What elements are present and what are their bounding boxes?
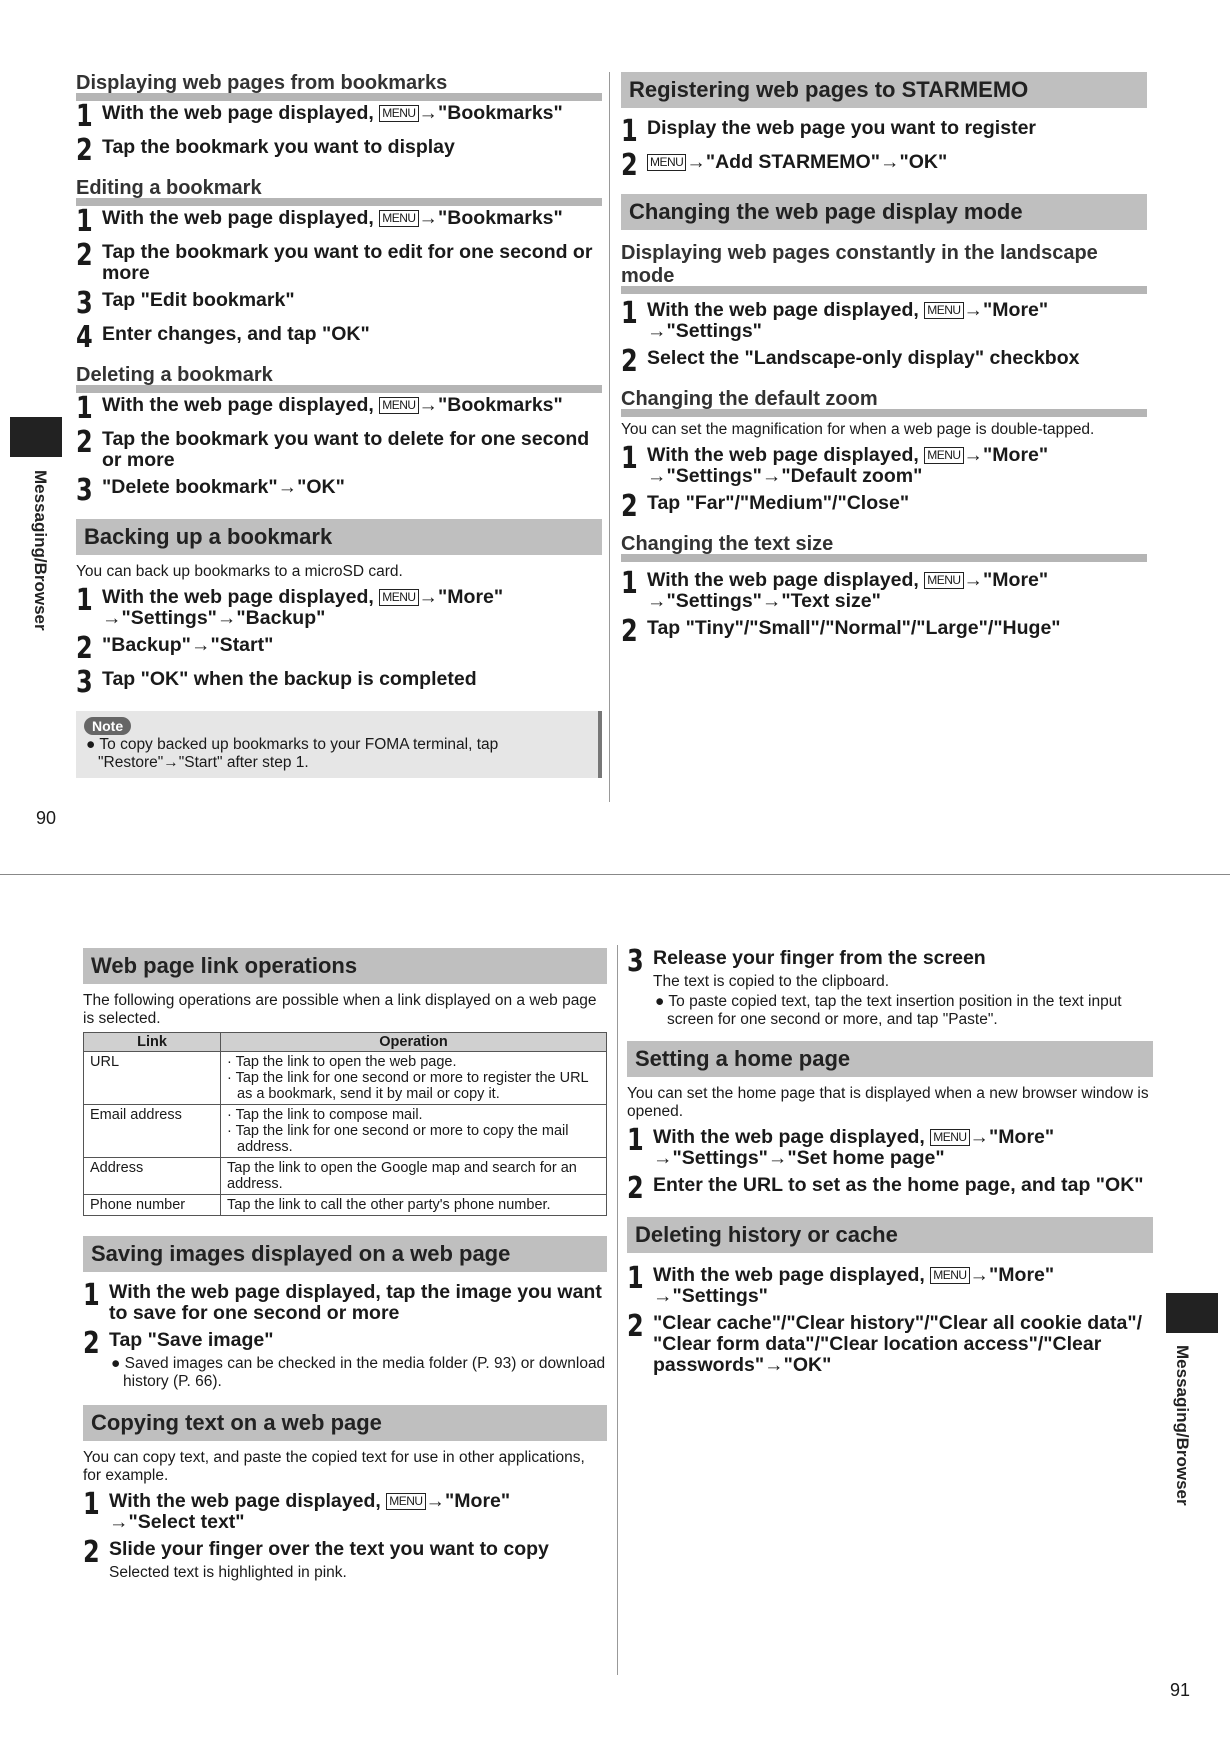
step-2: 2 Tap the bookmark you want to delete for one second or more (76, 425, 590, 471)
step-1: 1 Display the web page you want to register (621, 114, 1037, 149)
step-1: 1 With the web page displayed, MENU →"More" →"Select text" (83, 1487, 511, 1533)
link-cell: URL (84, 1052, 221, 1105)
step-1: 1 With the web page displayed, MENU →"More" →"Settings"→"Set home page" (627, 1123, 1055, 1169)
step-2: 2 Slide your finger over the text you want to copy Selected text is highlighted in pink. (83, 1535, 549, 1581)
note-text: ● To copy backed up bookmarks to your FOMA terminal, tap "Restore"→"Start" after step 1. (86, 736, 499, 771)
note-text: ● Saved images can be checked in the media folder (P. 93) or download history (P. 66). (111, 1355, 606, 1390)
menu-key-icon: MENU (386, 1493, 425, 1510)
note-badge: Note (84, 717, 131, 735)
side-tab-marker (10, 417, 62, 457)
subheading: Displaying web pages constantly in the landscape mode (621, 242, 1147, 290)
menu-key-icon: MENU (647, 154, 686, 171)
operation-cell: Tap the link to call the other party's phone number. (221, 1195, 607, 1216)
step-2: 2 Tap the bookmark you want to display (76, 133, 455, 168)
intro: You can set the magnification for when a web page is double-tapped. (621, 421, 1095, 438)
side-label: Messaging/Browser (1173, 1345, 1192, 1506)
menu-key-icon: MENU (930, 1267, 969, 1284)
table-row (84, 1105, 607, 1158)
section-backup-bookmark (76, 519, 602, 778)
section-display-mode (621, 194, 1147, 379)
section-displaying-bookmarks (76, 72, 602, 168)
page-number: 91 (1170, 1680, 1191, 1700)
right-column (621, 72, 1147, 652)
column-divider (609, 72, 610, 802)
menu-key-icon: MENU (379, 210, 418, 227)
section-text-size (621, 533, 1147, 649)
step-2: 2 "Backup"→"Start" (76, 631, 274, 666)
section-editing-bookmark (76, 177, 602, 355)
heading: Saving images displayed on a web page (83, 1236, 607, 1272)
step-3: 3 Tap "Edit bookmark" (76, 286, 295, 321)
heading: Registering web pages to STARMEMO (621, 72, 1147, 108)
table-row (84, 1158, 607, 1195)
section-saving-images (83, 1236, 607, 1391)
table-row (84, 1195, 607, 1216)
step-detail: Selected text is highlighted in pink. (109, 1564, 347, 1581)
heading: Setting a home page (627, 1041, 1153, 1077)
step-3: 3 "Delete bookmark"→"OK" (76, 473, 345, 508)
note-box (76, 711, 602, 778)
table-row (84, 1052, 607, 1105)
step-2: 2 Tap "Tiny"/"Small"/"Normal"/"Large"/"Huge" (621, 614, 1061, 649)
step-2: 2 MENU →"Add STARMEMO"→"OK" (621, 148, 948, 183)
step-1: 1 With the web page displayed, tap the image you want to save for one second or more (83, 1278, 602, 1324)
note-text: ● To paste copied text, tap the text insertion position in the text input screen for one second or more, and tap "Paste". (655, 993, 1122, 1028)
section-deleting-bookmark (76, 364, 602, 508)
section-link-operations (83, 948, 607, 1216)
heading: Copying text on a web page (83, 1405, 607, 1441)
step-1: 1 With the web page displayed, MENU →"More" →"Settings"→"Default zoom" (621, 441, 1049, 487)
menu-key-icon: MENU (379, 397, 418, 414)
heading: Backing up a bookmark (76, 519, 602, 555)
operation-cell: Tap the link to open the Google map and search for an address. (221, 1158, 607, 1195)
heading: Deleting history or cache (627, 1217, 1153, 1253)
link-cell: Address (84, 1158, 221, 1195)
step-2: 2 Tap the bookmark you want to edit for one second or more (76, 238, 593, 284)
column-header-link: Link (84, 1033, 221, 1052)
step-2: 2 "Clear cache"/"Clear history"/"Clear all cookie data"/ "Clear form data"/"Clear location access"/"Clear passwords"→"OK" (627, 1309, 1143, 1376)
link-operations-table (83, 1032, 607, 1216)
section-starmemo (621, 72, 1147, 183)
step-1: 1 With the web page displayed, MENU →"Bookmarks" (76, 204, 563, 239)
left-column (76, 68, 602, 784)
heading: Web page link operations (83, 948, 607, 984)
side-tab-marker (1166, 1293, 1218, 1333)
link-cell: Email address (84, 1105, 221, 1158)
menu-key-icon: MENU (924, 447, 963, 464)
heading: Changing the text size (621, 533, 1147, 558)
heading: Changing the default zoom (621, 388, 1147, 413)
page-90 (0, 0, 1230, 860)
column-divider (617, 945, 618, 1675)
intro: You can copy text, and paste the copied text for use in other applications, for example. (83, 1449, 585, 1484)
step-1: 1 With the web page displayed, MENU →"More" →"Settings"→"Text size" (621, 566, 1049, 612)
operation-cell: · Tap the link to open the web page. · Tap the link for one second or more to register the URL as a bookmark, send it by mail or copy it. (221, 1052, 607, 1105)
step-2: 2 Enter the URL to set as the home page, and tap "OK" (627, 1171, 1144, 1206)
step-4: 4 Enter changes, and tap "OK" (76, 320, 370, 355)
step-2: 2 Tap "Far"/"Medium"/"Close" (621, 489, 910, 524)
step-1: 1 With the web page displayed, MENU →"Bookmarks" (76, 99, 563, 134)
step-1: 1 With the web page displayed, MENU →"More" →"Settings"→"Backup" (76, 583, 504, 629)
step-1: 1 With the web page displayed, MENU →"More" →"Settings" (627, 1261, 1055, 1307)
step-1: 1 With the web page displayed, MENU →"Bookmarks" (76, 391, 563, 426)
column-header-operation: Operation (221, 1033, 607, 1052)
operation-cell: · Tap the link to compose mail. · Tap the link for one second or more to copy the mail address. (221, 1105, 607, 1158)
menu-key-icon: MENU (930, 1129, 969, 1146)
right-column (627, 944, 1153, 1382)
step-2: 2 Select the "Landscape-only display" checkbox (621, 344, 1080, 379)
section-copying-text (83, 1405, 607, 1584)
step-3: 3 Release your finger from the screen The text is copied to the clipboard. ● To paste copied text, tap the text insertion position in the text input screen for one second or more, and tap "Paste". (627, 948, 1153, 1029)
intro: The following operations are possible when a link displayed on a web page is selected. (83, 992, 597, 1027)
left-column (83, 948, 607, 1590)
heading: Changing the web page display mode (621, 194, 1147, 230)
heading: Displaying web pages from bookmarks (76, 72, 602, 97)
intro: You can set the home page that is displayed when a new browser window is opened. (627, 1085, 1149, 1120)
menu-key-icon: MENU (924, 572, 963, 589)
heading: Editing a bookmark (76, 177, 602, 202)
section-home-page (627, 1041, 1153, 1206)
heading: Deleting a bookmark (76, 364, 602, 389)
section-default-zoom (621, 388, 1147, 524)
menu-key-icon: MENU (924, 302, 963, 319)
menu-key-icon: MENU (379, 105, 418, 122)
intro: You can back up bookmarks to a microSD card. (76, 563, 403, 580)
page-number: 90 (36, 808, 57, 828)
step-1: 1 With the web page displayed, MENU →"More" →"Settings" (621, 296, 1049, 342)
step-3: 3 Tap "OK" when the backup is completed (76, 665, 477, 700)
table-header-row (84, 1033, 607, 1052)
step-detail: The text is copied to the clipboard. (653, 973, 890, 990)
side-label: Messaging/Browser (31, 470, 50, 631)
link-cell: Phone number (84, 1195, 221, 1216)
section-delete-history (627, 1217, 1153, 1376)
step-2: 2 Tap "Save image" ● Saved images can be checked in the media folder (P. 93) or download history (P. 66). (83, 1326, 606, 1390)
menu-key-icon: MENU (379, 589, 418, 606)
page-91 (0, 875, 1230, 1751)
